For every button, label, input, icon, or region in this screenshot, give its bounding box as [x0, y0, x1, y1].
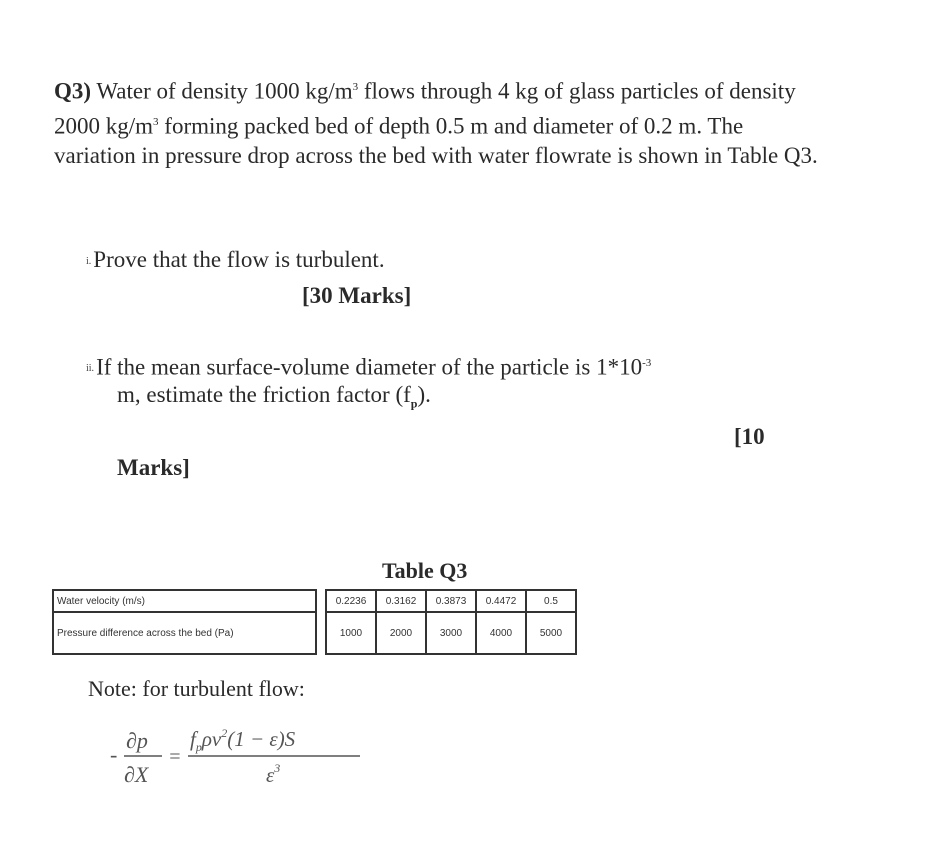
question-sup-1: 3: [352, 81, 359, 93]
data-table: [52, 589, 577, 655]
table-row-velocity: [53, 590, 576, 612]
part-ii-sup: -3: [642, 357, 652, 369]
part-ii-text-3: ).: [417, 382, 431, 407]
note-text: Note: for turbulent flow:: [88, 676, 305, 701]
table-title: Table Q3: [382, 558, 468, 583]
table-gap: [316, 612, 326, 654]
part-ii-marks-1: [10: [734, 424, 765, 449]
row1-value: 0.2236: [326, 590, 376, 612]
formula-minus: -: [110, 742, 118, 767]
row2-value: 5000: [526, 612, 576, 654]
question-text-3: forming packed bed of depth 0.5 m and diameter of 0.2 m. The variation in pressure drop across the bed with water flowrate is shown in Table Q3.: [54, 113, 818, 169]
part-ii-text-1: If the mean surface-volume diameter of the particle is 1*10: [96, 354, 643, 380]
question-paragraph: [54, 72, 829, 171]
part-i-numeral: i.: [86, 255, 92, 267]
formula-graphic: [108, 718, 368, 798]
part-ii: [86, 348, 831, 384]
part-i-text: Prove that the flow is turbulent.: [93, 247, 385, 272]
question-number: Q3): [54, 78, 92, 104]
ergun-formula: [108, 718, 368, 803]
part-i: [86, 245, 385, 277]
part-i-marks: [30 Marks]: [302, 283, 412, 308]
row2-value: 3000: [426, 612, 476, 654]
row1-label: Water velocity (m/s): [53, 590, 316, 612]
row1-value: 0.5: [526, 590, 576, 612]
part-ii-marks-2: Marks]: [117, 455, 190, 480]
row1-value: 0.3162: [376, 590, 426, 612]
question-text-2: flows through 4 kg of glass particles of density 2000 kg/m: [54, 78, 796, 139]
row1-value: 0.4472: [476, 590, 526, 612]
table-row-pressure: [53, 612, 576, 654]
table-gap: [316, 590, 326, 612]
row2-value: 1000: [326, 612, 376, 654]
part-ii-line-2: [117, 380, 431, 419]
question-text-1: Water of density 1000 kg/m: [96, 78, 353, 104]
part-ii-text-2: m, estimate the friction factor (f: [117, 382, 411, 407]
row2-label: Pressure difference across the bed (Pa): [53, 612, 316, 654]
row1-value: 0.3873: [426, 590, 476, 612]
row2-value: 4000: [476, 612, 526, 654]
formula-equals: =: [168, 746, 182, 768]
formula-lhs-numerator: ∂p: [126, 728, 148, 753]
question-sup-2: 3: [153, 115, 159, 128]
part-ii-sub: p: [410, 396, 418, 411]
part-ii-numeral: ii.: [86, 363, 95, 375]
formula-rhs-denominator: $\varepsilon^3$: [266, 761, 281, 787]
formula-rhs-numerator: $f_p\rho v^2(1 - \varepsilon)S$: [190, 726, 296, 754]
row2-value: 2000: [376, 612, 426, 654]
formula-lhs-denominator: ∂X: [124, 762, 149, 787]
